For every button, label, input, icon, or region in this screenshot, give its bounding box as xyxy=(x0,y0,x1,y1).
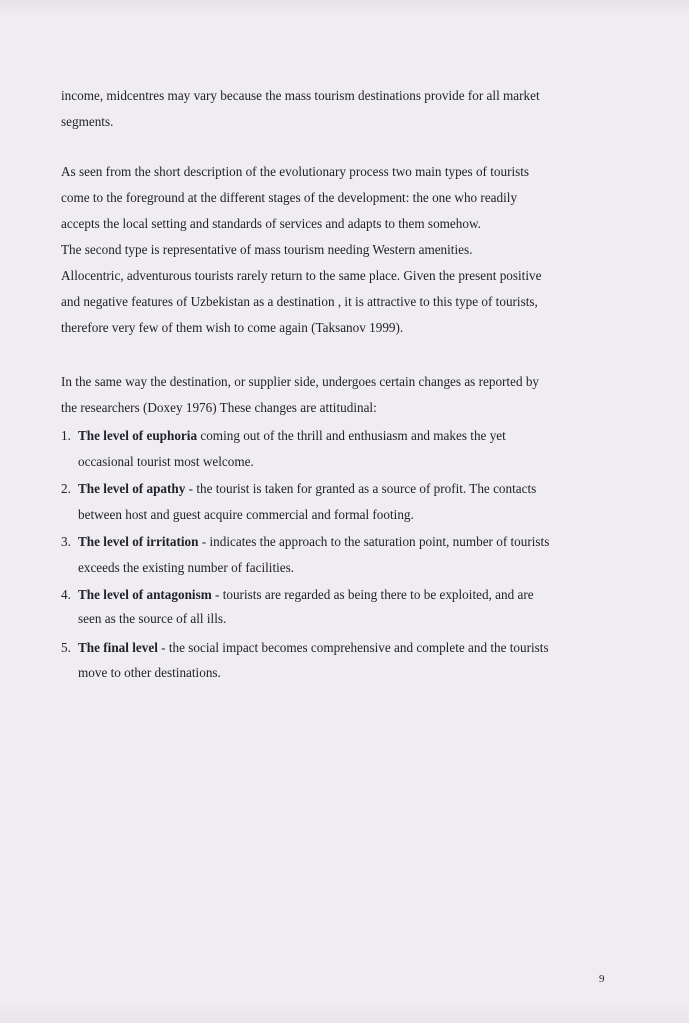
text-line: income, midcentres may vary because the mass tourism destinations provide for all market xyxy=(61,88,540,103)
list-item-term: The level of antagonism xyxy=(78,587,212,602)
list-item-number: 1. xyxy=(61,428,71,443)
list-item-text: - tourists are regarded as being there to be exploited, and are xyxy=(211,587,534,602)
list-item-line xyxy=(78,534,549,550)
list-item-text: - the tourist is taken for granted as a source of profit. The contacts xyxy=(185,481,537,496)
list-item-continuation: exceeds the existing number of facilities. xyxy=(78,560,295,575)
page-number: 9 xyxy=(599,973,605,985)
list-item-number: 5. xyxy=(61,640,71,655)
list-item-line xyxy=(78,587,534,603)
list-item-continuation: between host and guest acquire commercial and formal footing. xyxy=(78,507,414,522)
list-item-text: coming out of the thrill and enthusiasm and makes the yet xyxy=(197,428,506,443)
list-item-continuation: seen as the source of all ills. xyxy=(78,611,227,626)
text-line: the researchers (Doxey 1976) These changes are attitudinal: xyxy=(61,400,377,415)
list-item-term: The final level xyxy=(78,640,158,655)
list-item-line xyxy=(78,428,506,444)
list-item-number: 4. xyxy=(61,587,71,602)
text-line: Allocentric, adventurous tourists rarely return to the same place. Given the present positive xyxy=(61,268,542,283)
text-line: In the same way the destination, or supplier side, undergoes certain changes as reported by xyxy=(61,374,540,389)
list-item-line xyxy=(78,640,549,656)
text-line: accepts the local setting and standards of services and adapts to them somehow. xyxy=(61,216,481,231)
text-line: therefore very few of them wish to come again (Taksanov 1999). xyxy=(61,320,404,335)
list-item-number: 2. xyxy=(61,481,71,496)
list-item-number: 3. xyxy=(61,534,71,549)
text-line: and negative features of Uzbekistan as a destination , it is attractive to this type of tourists, xyxy=(61,294,538,309)
list-item-line xyxy=(78,481,536,497)
list-item-text: - the social impact becomes comprehensive and complete and the tourists xyxy=(157,640,549,655)
list-item-continuation: move to other destinations. xyxy=(78,665,221,680)
text-line: As seen from the short description of the evolutionary process two main types of tourists xyxy=(61,164,530,179)
text-line: segments. xyxy=(61,114,114,129)
text-line: come to the foreground at the different stages of the development: the one who readily xyxy=(61,190,518,205)
list-item-term: The level of euphoria xyxy=(78,428,198,443)
list-item-term: The level of irritation xyxy=(78,534,199,549)
list-item-text: - indicates the approach to the saturation point, number of tourists xyxy=(198,534,550,549)
list-item-term: The level of apathy xyxy=(78,481,186,496)
list-item-continuation: occasional tourist most welcome. xyxy=(78,454,254,469)
text-line: The second type is representative of mass tourism needing Western amenities. xyxy=(61,242,473,257)
